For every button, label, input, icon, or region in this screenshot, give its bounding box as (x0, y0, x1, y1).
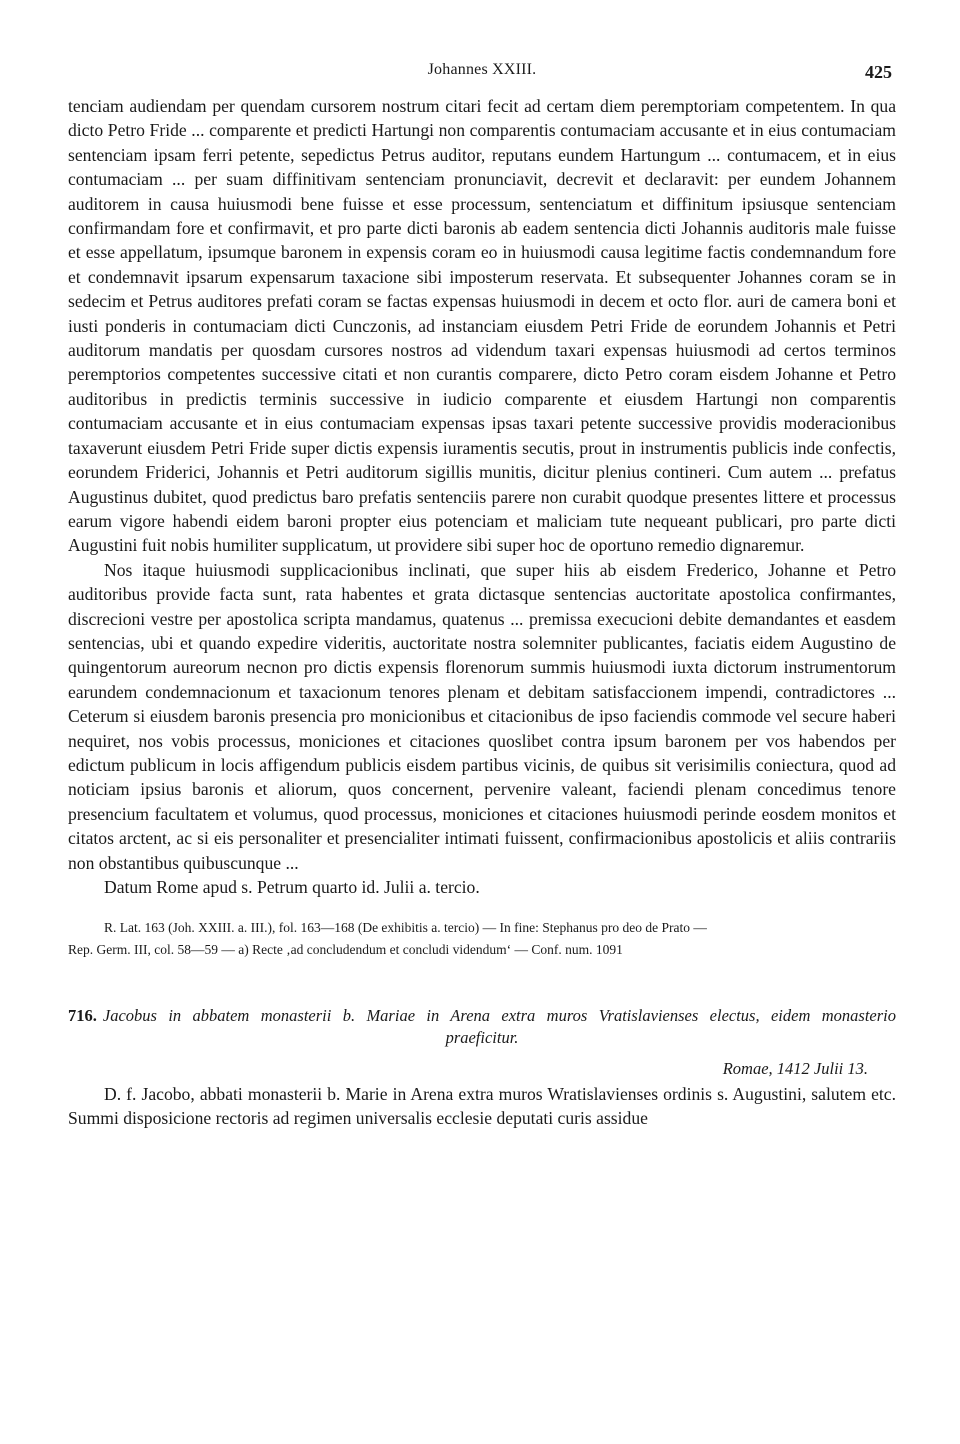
page-header (68, 50, 896, 94)
body-paragraph-1: tenciam audiendam per quendam cursorem nostrum citari fecit ad certam diem peremptoriam competentem. In qua dicto Petro Fride ... comparente et predicti Hartungi non comparentis contumaciam accusante et in eius contumaciam sentenciam ipsam ferri petente, sepedictus Petrus auditor, reputans eundem Hartungum ... contumacem, et in eius contumaciam ... per suam diffinitivam sentenciam pronunciavit, decrevit et declaravit: per eundem Johannem auditorem in causa huiusmodi bene fuisse et esse processum, sentenciatum et diffinitum ipsiusque sentenciam confirmandam fore et confirmavit, et pro parte dicti baronis ab eadem sentencia dicti Johannis auditoris male fuisse et esse appellatum, ipsumque baronem in expensis coram eo in huiusmodi causa legitime factis condemnandum fore et condemnavit ipsarum expensarum taxacione sibi imposterum reservata. Et subsequenter Johannes coram se in sedecim et Petrus auditores prefati coram se factas expensas huiusmodi in decem et octo flor. auri de camera boni et iusti ponderis in contumaciam dicti Cunczonis, ad instanciam eiusdem Petri Fride de eorundem Johannis et Petri auditorum mandatis per quosdam cursores nostros ad videndum taxari expensas huiusmodi ad certos terminos peremptorios competentes successive citati et non curantis comparere, dicto Petro coram eisdem Johanne et Petro auditoribus in predictis terminis successive in iudicio comparente et eiusdem Hartungi non comparentis contumaciam accusante et in eius contumaciam expensas ipsas taxari petente successive providis moderacionibus taxaverunt eiusdem Petri Fride super dictis expensis iuramentis secutis, prout in instrumentis publicis inde confectis, eorundem Friderici, Johannis et Petri auditorum sigillis munitis, dicitur plenius contineri. Cum autem ... prefatus Augustinus dubitet, quod predictus baro prefatis sentenciis parere non curabit quodque presentes littere et processus earum vigore habendi eidem baroni propter eius potenciam et maliciam tute nequeant publicari, pro parte dicti Augustini fuit nobis humiliter supplicatum, ut providere sibi super hoc de oportuno remedio dignaremur. (68, 96, 896, 556)
document-716-dateline: Romae, 1412 Julii 13. (722, 1059, 868, 1079)
datum-line: Datum Rome apud s. Petrum quarto id. Julii a. tercio. (104, 877, 480, 897)
document-716-body: D. f. Jacobo, abbati monasterii b. Marie in Arena extra muros Wratislavienses ordinis s. Augustini, salutem etc. Summi disposicione rectoris ad regimen universalis ecclesie deputati curis assidue (68, 1083, 896, 1129)
body-paragraph-2: Nos itaque huiusmodi supplicacionibus inclinati, que super hiis ab eisdem Frederico, Johanne et Petro auditoribus provide facta sunt, rata habentes et grata dictasque sentencias auctoritate apostolica confirmantes, discrecioni vestre per apostolica scripta mandamus, quatenus ... premissa execucioni debite demandantes et easdem sentencias, ubi et quando expedire videritis, auctoritate nostra solemniter publicantes, faciatis eidem Augustino de quingentorum aureorum necnon pro dictis expensis florenorum summis huiusmodi iuxta dictorum instrumentorum earundem condemnacionum et taxacionum tenores plenam et debitam satisfaccionem impendi, contradictores ... Ceterum si eiusdem baronis presencia pro monicionibus et citacionibus de ipso faciendis commode vel secure haberi nequiret, nos vobis processus, moniciones et citaciones quoslibet contra ipsum baronem per vos habendos per edictum publicum in locis affigendum publicis eisdem partibus vicinis, de quibus sit verisimilis coniectura, quod ad noticiam ipsius baronis et aliorum, quos concernent, pervenire valeant, faciendi plenam concedimus tenore presencium facultatem et volumus, quod processus, moniciones et citaciones huiusmodi perinde eosdem monitos et citatos arctent, ac si eis personaliter et presencialiter intimati fuissent, confirmacionibus apostolicis et aliis contrariis non obstantibus quibuscunque ... (68, 559, 896, 873)
document-716-heading (68, 1005, 896, 1049)
document-716-title-line-2: praeficitur. (445, 1028, 519, 1048)
document-716-title-line-1 (68, 1005, 896, 1027)
document-page (68, 50, 896, 1131)
page-number: 425 (865, 62, 892, 82)
source-note-line-1: R. Lat. 163 (Joh. XXIII. a. III.), fol. 163—168 (De exhibitis a. tercio) — In fine: Stephanus pro deo de Prato — (104, 920, 707, 936)
source-notes (68, 917, 896, 961)
running-title: Johannes XXIII. (427, 61, 537, 78)
source-note-line-2: Rep. Germ. III, col. 58—59 — a) Recte ‚ad concludendum et concludi videndum‘ — Conf. num. 1091 (68, 942, 623, 958)
document-number: 716. (68, 1006, 97, 1026)
document-title: Jacobus in abbatem monasterii b. Mariae in Arena extra muros Vratislavienses electus, eidem monasterio (102, 1006, 896, 1026)
